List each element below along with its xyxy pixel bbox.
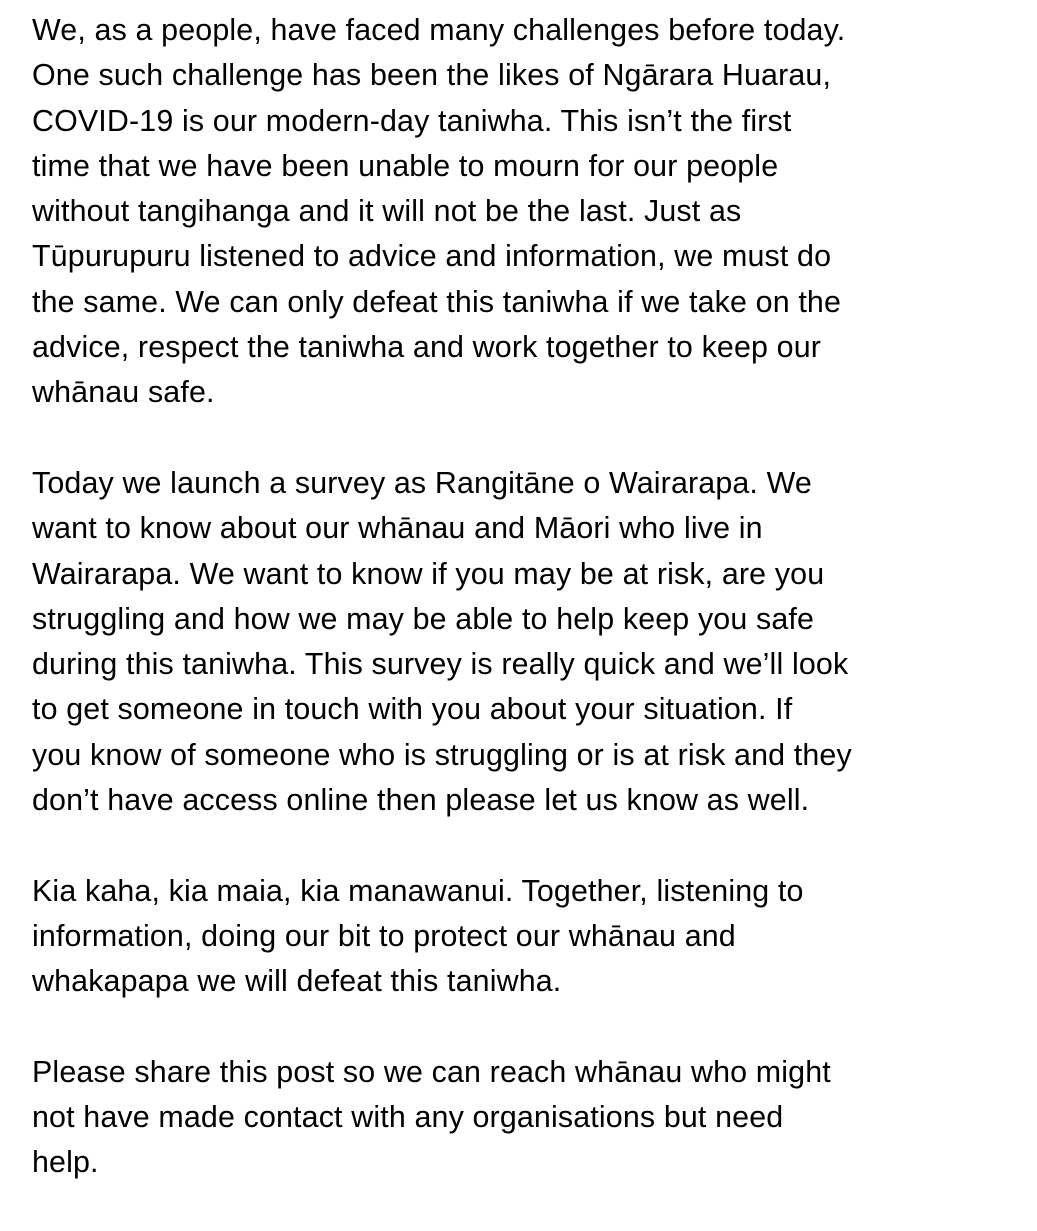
text-line: time that we have been unable to mourn for our people: [32, 148, 779, 183]
text-line: whakapapa we will defeat this taniwha.: [32, 964, 562, 999]
paragraph-survey: [32, 461, 1022, 823]
text-line: COVID-19 is our modern-day taniwha. This isn’t the first: [32, 103, 792, 138]
paragraph-challenges: [32, 8, 1022, 416]
text-line: We, as a people, have faced many challenges before today.: [32, 13, 846, 47]
text-line: Today we launch a survey as Rangitāne o Wairarapa. We: [32, 465, 812, 500]
text-line: Please share this post so we can reach whānau who might: [32, 1054, 831, 1089]
text-line: the same. We can only defeat this taniwha if we take on the: [32, 284, 842, 319]
text-line: Tūpurupuru listened to advice and information, we must do: [32, 239, 832, 274]
text-line: you know of someone who is struggling or is at risk and they: [32, 737, 852, 772]
text-line: not have made contact with any organisations but need: [32, 1100, 784, 1135]
text-line: during this taniwha. This survey is really quick and we’ll look: [32, 647, 849, 682]
paragraph-kia-kaha: [32, 869, 1022, 1005]
text-line: help.: [32, 1145, 99, 1180]
text-line: don’t have access online then please let us know as well.: [32, 783, 810, 818]
text-line: Kia kaha, kia maia, kia manawanui. Together, listening to: [32, 873, 804, 908]
text-line: whānau safe.: [32, 375, 215, 410]
text-line: Wairarapa. We want to know if you may be at risk, are you: [32, 556, 825, 591]
text-line: struggling and how we may be able to help keep you safe: [32, 601, 815, 636]
text-line: information, doing our bit to protect our whānau and: [32, 918, 736, 953]
post-body: [32, 8, 1022, 1231]
text-line: advice, respect the taniwha and work together to keep our: [32, 330, 822, 365]
text-line: without tangihanga and it will not be the last. Just as: [32, 194, 742, 229]
text-line: One such challenge has been the likes of Ngārara Huarau,: [32, 58, 832, 93]
text-line: to get someone in touch with you about your situation. If: [32, 692, 793, 727]
text-line: want to know about our whānau and Māori who live in: [32, 511, 763, 546]
paragraph-share: [32, 1050, 1022, 1186]
